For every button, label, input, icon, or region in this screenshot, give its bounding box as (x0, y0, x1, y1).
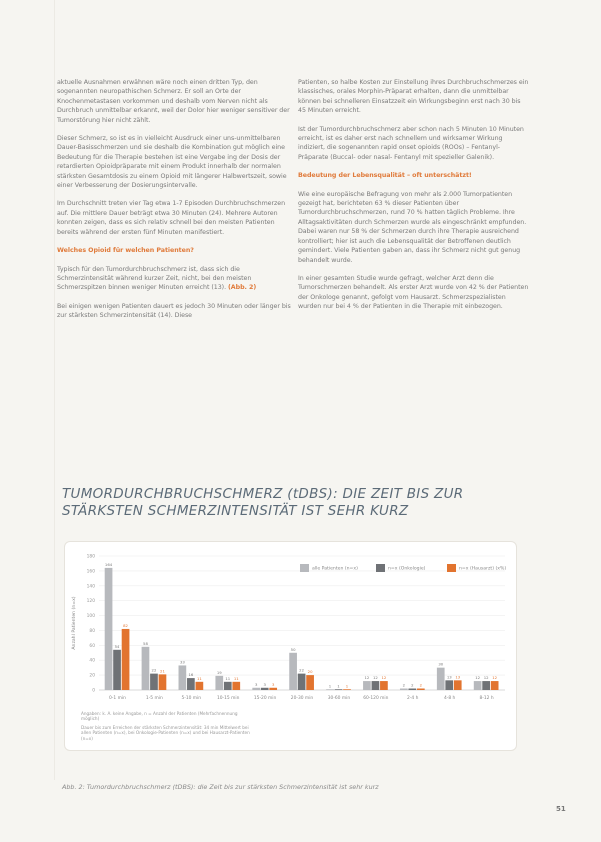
bar-1 (215, 676, 223, 690)
y-tick-label: 140 (86, 584, 95, 590)
bar-1 (400, 689, 408, 690)
x-tick-label: 1-5 min (145, 696, 163, 701)
bar-value-label: 30 (438, 661, 444, 667)
x-tick-label: 2-4 h (407, 696, 419, 701)
bar-1 (289, 653, 297, 690)
bar-2 (187, 678, 195, 690)
y-tick-label: 180 (86, 554, 95, 560)
bar-value-label: 13 (455, 674, 461, 680)
bar-value-label: 33 (179, 659, 185, 665)
bar-3 (232, 682, 240, 690)
right-paragraph-2: Ist der Tumordurchbruchschmerz aber schon nach 5 Minuten 10 Minuten erreicht, ist es daher erst nach schnellem und wirksamer Wirkung indiziert, die sogenannten rapid onset opioids (ROOs) – Fentanyl-Präparate (Buccal- oder nasal- Fentanyl mit spezieller Galenik). (298, 125, 524, 161)
page-rule (54, 0, 55, 780)
y-tick-label: 80 (89, 628, 95, 634)
figure-caption: Abb. 2: Tumordurchbruchschmerz (tDBS): die Zeit bis zur stärksten Schmerzintensität ist sehr kurz (62, 783, 379, 791)
bar-value-label: 12 (372, 675, 378, 681)
figure-headline: TUMORDURCHBRUCHSCHMERZ (tDBS): DIE ZEIT BIS ZUR STÄRKSTEN SCHMERZINTENSITÄT IST SEHR KURZ (62, 486, 464, 519)
x-tick-label: 30-60 min (327, 696, 351, 701)
bar-1 (179, 665, 187, 690)
bar-1 (142, 647, 150, 690)
bar-value-label: 12 (492, 675, 498, 681)
bar-value-label: 1 (337, 683, 340, 689)
bar-3 (417, 689, 425, 690)
bar-2 (150, 674, 158, 690)
x-tick-label: 15-20 min (253, 696, 277, 701)
bar-value-label: 50 (290, 646, 296, 652)
right-paragraph-1: Patienten, so halbe Kosten zur Einstellung ihres Durchbruchschmerzes ein klassisches, orales Morphin-Präparat erhalten, dann die unmittelbar können bei schnelleren Einsatzzeit ein Wirkungsbeginn erst nach 30 bis 45 Minuten erreicht. (298, 79, 529, 115)
x-tick-label: 60-120 min (363, 696, 389, 701)
bar-value-label: 54 (114, 643, 120, 649)
chart-note-1: Angaben: k. A. keine Angabe, n = Anzahl der Patienten (Mehrfachnennung möglich) (81, 711, 238, 722)
bar-2 (224, 682, 232, 690)
left-paragraph-5: Bei einigen wenigen Patienten dauert es jedoch 30 Minuten oder länger bis zur stärksten Schmerzintensität (14). Diese (57, 302, 291, 320)
bar-value-label: 1 (345, 683, 349, 689)
bar-2 (113, 650, 121, 690)
bar-3 (454, 680, 462, 690)
legend-item-1 (300, 564, 358, 572)
bar-3 (196, 682, 204, 690)
bar-1 (252, 688, 260, 690)
y-tick-label: 120 (86, 599, 95, 605)
x-tick-label: 20-30 min (290, 696, 314, 701)
bar-value-label: 13 (446, 674, 452, 680)
bar-value-label: 3 (254, 681, 258, 687)
bar-value-label: 20 (307, 669, 313, 675)
bar-value-label: 58 (143, 640, 148, 646)
bar-value-label: 2 (402, 682, 406, 688)
bar-1 (105, 568, 113, 690)
bar-2 (408, 689, 416, 690)
x-tick-label: 5-10 min (181, 696, 202, 701)
bar-value-label: 21 (160, 668, 165, 674)
y-tick-label: 160 (86, 569, 95, 575)
bar-value-label: 12 (364, 675, 370, 681)
y-tick-label: 100 (86, 614, 95, 620)
legend-item-2 (376, 564, 425, 572)
y-tick-label: 20 (89, 673, 95, 679)
bar-1 (474, 681, 482, 690)
bar-3 (269, 688, 277, 690)
left-section-heading: Welches Opioid für welchen Patienten? (57, 247, 194, 255)
chart-notes (81, 711, 251, 744)
bar-1 (363, 681, 371, 690)
x-tick-label: 4-8 h (443, 696, 456, 701)
bar-value-label: 3 (271, 681, 275, 687)
x-tick-label: 8-12 h (479, 696, 494, 701)
y-axis-label: Anzahl Patienten (n=x) (72, 596, 77, 650)
bar-value-label: 12 (381, 675, 387, 681)
legend-swatch-2 (376, 564, 385, 572)
y-tick-label: 40 (89, 658, 95, 664)
bar-value-label: 164 (104, 561, 113, 567)
left-paragraph-3: Im Durchschnitt treten vier Tag etwa 1-7 Episoden Durchbruchschmerzen auf. Die mittlere Dauer beträgt etwa 30 Minuten (24). Mehrere Autoren konnten zeigen, dass es sich relativ schnell bei den meisten Patienten bereits während der ersten fünf Minuten manifestiert. (57, 200, 286, 236)
x-tick-label: 10-15 min (216, 696, 240, 701)
bar-2 (445, 680, 453, 690)
bar-3 (380, 681, 388, 690)
x-tick-label: 0-1 min (109, 696, 126, 701)
bar-value-label: 82 (123, 622, 128, 628)
left-paragraph-2: Dieser Schmerz, so ist es in vielleicht Ausdruck einer uns-unmittelbaren Dauer-Basisschmerzen und sie deshalb die Kombination gut möglich eine Bedeutung für die Therapie bestehen ist eine Vergabe ing der Dosis der retardierten Opioidpräparate mit einem Produkt innerhalb der normalen stärksten Gesamtdosis zu einem Opioid mit längerer Halbwertszeit, sowie einer Verbesserung der Dosierungsintervalle. (57, 135, 287, 190)
bar-value-label: 11 (233, 675, 239, 681)
right-section-heading: Bedeutung der Lebensqualität – oft unterschätzt! (298, 172, 472, 180)
bar-value-label: 16 (188, 672, 194, 678)
bar-3 (159, 674, 167, 690)
left-paragraph-4 (57, 265, 293, 293)
left-column (57, 78, 293, 330)
bar-value-label: 22 (299, 667, 305, 673)
y-tick-label: 0 (92, 688, 95, 694)
legend-swatch-1 (300, 564, 309, 572)
bar-value-label: 2 (411, 682, 414, 688)
bar-2 (298, 674, 306, 690)
left-paragraph-4-text: Typisch für den Tumordurchbruchschmerz ist, dass sich die Schmerzintensität während kurzer Zeit, nicht, bei den meisten Schmerzspitzen binnen weniger Minuten erreicht (13). (57, 265, 252, 292)
figure-reference: (Abb. 2) (227, 284, 257, 292)
bar-3 (491, 681, 499, 690)
bar-2 (335, 689, 343, 690)
bar-value-label: 3 (263, 681, 266, 687)
bar-value-label: 19 (216, 669, 222, 675)
bar-3 (122, 629, 130, 690)
bar-1 (326, 689, 334, 690)
bar-value-label: 22 (151, 667, 157, 673)
bar-1 (437, 668, 445, 690)
bar-value-label: 11 (196, 675, 202, 681)
bar-2 (372, 681, 380, 690)
chart-note-2: Dauer bis zum Erreichen der stärksten Schmerzintensität: 34 min Mittelwert bei allen Patienten (n=x), bei Onkologie-Patienten (n=x) und bei Hausarzt-Patienten (n=x) (81, 724, 250, 741)
legend-item-3 (447, 564, 506, 572)
bar-2 (482, 681, 490, 690)
right-paragraph-4: In einer gesamten Studie wurde gefragt, welcher Arzt denn die Tumorschmerzen behandelt. Als erster Arzt wurde von 42 % der Patienten der Onkologe genannt, gefolgt vom Hausarzt. Schmerzspezialisten wurden nur bei 4 % der Patienten in die Therapie mit einbezogen. (298, 274, 529, 311)
bar-value-label: 1 (328, 683, 332, 689)
legend-label-1: alle Patienten (n=x) (312, 566, 358, 572)
page-number: 51 (556, 805, 566, 813)
bar-value-label: 12 (475, 675, 481, 681)
legend-label-3: n=x (Hausarzt) (x%) (459, 566, 507, 572)
bar-value-label: 12 (483, 675, 489, 681)
bar-3 (343, 689, 351, 690)
left-paragraph-1: aktuelle Ausnahmen erwähnen wäre noch einen dritten Typ, den sogenannten neuropathischen Schmerz. Er soll an Orte der Knochenmetastasen vorkommen und deshalb vom Nerven nicht als Durchbruch unmittelbar erkannt, weil der Dolor hier weniger sensitiver der Tumorstörung hier nicht zählt. (57, 79, 290, 124)
y-tick-label: 60 (89, 643, 95, 649)
legend-swatch-3 (447, 564, 456, 572)
bar-value-label: 11 (225, 675, 231, 681)
right-column (298, 78, 529, 321)
bar-value-label: 2 (419, 682, 423, 688)
legend-label-2: n=x (Onkologie) (388, 566, 426, 572)
bar-3 (306, 675, 314, 690)
right-paragraph-3: Wie eine europäische Befragung von mehr als 2.000 Tumorpatienten gezeigt hat, berichteten 63 % dieser Patienten über Tumordurchbruchschmerzen, rund 70 % hatten täglich Probleme. Ihre Alltagsaktivitäten durch Schmerzen wurde als eingeschränkt empfunden. Dabei waren nur 58 % der Schmerzen durch ihre Therapie ausreichend kontrolliert; hier ist auch die Lebensqualität der Betroffenen deutlich gemindert. Viele Patienten gaben an, dass ihr Schmerz nicht gut genug behandelt wurde. (298, 190, 527, 264)
bar-2 (261, 688, 269, 690)
